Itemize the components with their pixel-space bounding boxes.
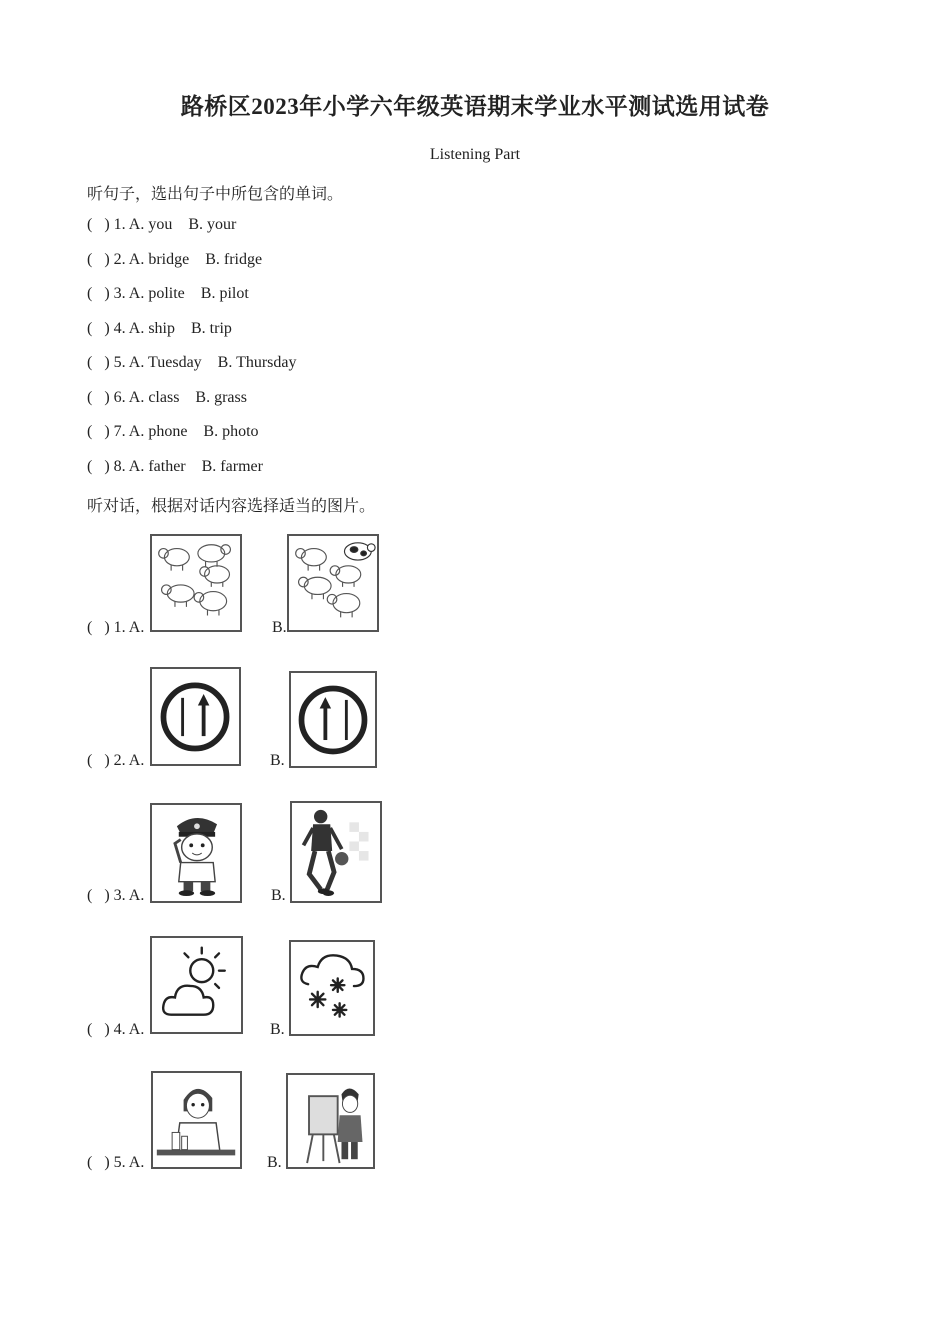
police-officer-picture [150, 803, 242, 903]
basketball-player-icon [292, 803, 380, 901]
traffic-sign-b-picture [289, 671, 377, 768]
question-3: ( ) 3. A. polite B. pilot [87, 285, 249, 302]
traffic-sign-a-picture [150, 667, 241, 766]
question-6: ( ) 6. A. class B. grass [87, 389, 247, 406]
picture-question-1-b-label: B. [272, 619, 287, 636]
picture-question-3-b-label: B. [271, 887, 286, 904]
section1-instruction: 听句子，选出句子中所包含的单词。 [87, 186, 344, 203]
page-title: 路桥区2023年小学六年级英语期末学业水平测试选用试卷 [180, 94, 770, 119]
question-4: ( ) 4. A. ship B. trip [87, 320, 232, 337]
cow-icon [289, 536, 377, 630]
picture-question-2-b-label: B. [270, 752, 285, 769]
sheep-and-cow-picture [287, 534, 379, 632]
picture-question-4-b-label: B. [270, 1021, 285, 1038]
no-entry-arrow-icon [291, 673, 375, 766]
picture-question-5-label: ( ) 5. A. [87, 1154, 145, 1171]
basketball-player-picture [290, 801, 382, 903]
picture-question-1-label: ( ) 1. A. [87, 619, 145, 636]
question-1: ( ) 1. A. you B. your [87, 216, 237, 233]
picture-question-4-label: ( ) 4. A. [87, 1021, 145, 1038]
snow-icon [291, 942, 373, 1034]
painter-icon [288, 1075, 373, 1167]
picture-question-2-label: ( ) 2. A. [87, 752, 145, 769]
scientist-icon [153, 1073, 240, 1167]
question-8: ( ) 8. A. father B. farmer [87, 458, 263, 475]
sun-cloud-icon [152, 938, 241, 1032]
question-7: ( ) 7. A. phone B. photo [87, 423, 259, 440]
sheep-flock-picture [150, 534, 242, 632]
section2-instruction: 听对话，根据对话内容选择适当的图片。 [87, 498, 376, 515]
no-entry-arrow-icon [152, 669, 239, 764]
scientist-picture [151, 1071, 242, 1169]
sun-and-cloud-picture [150, 936, 243, 1034]
police-officer-icon [152, 805, 240, 901]
section-subtitle: Listening Part [429, 146, 521, 163]
picture-question-5-b-label: B. [267, 1154, 282, 1171]
picture-question-3-label: ( ) 3. A. [87, 887, 145, 904]
sheep-icon [152, 536, 240, 630]
painter-picture [286, 1073, 375, 1169]
snow-cloud-picture [289, 940, 375, 1036]
question-5: ( ) 5. A. Tuesday B. Thursday [87, 354, 297, 371]
question-2: ( ) 2. A. bridge B. fridge [87, 251, 263, 268]
